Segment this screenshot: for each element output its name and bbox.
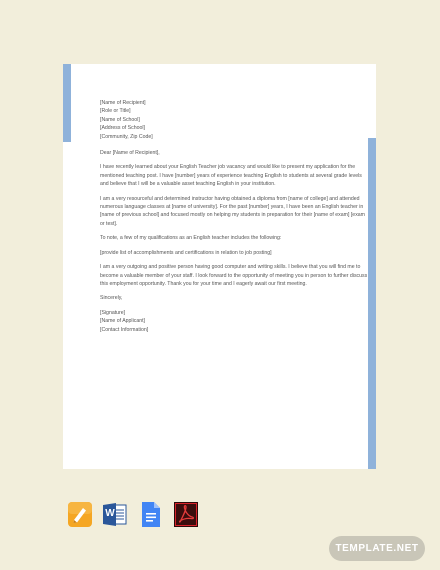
signature-line: [Signature] bbox=[100, 309, 126, 316]
paragraph: To note, a few of my qualifications as an English teacher includes the following: bbox=[100, 235, 282, 242]
paragraph: I am a very outgoing and positive person having good computer and writing skills. I believe that you will find me to become a valuable member of your staff. I look forward to the opportunity of meeting you in person to further discuss this employment opportunity. Thank you for your time and I eagerly await our first meeting. bbox=[100, 264, 368, 287]
letter-body bbox=[100, 99, 370, 334]
accent-bar-left bbox=[63, 64, 71, 142]
address-block bbox=[100, 99, 370, 141]
address-line: [Name of Recipient] bbox=[100, 100, 146, 106]
address-line: [Community, Zip Code] bbox=[100, 133, 153, 140]
address-line: [Address of School] bbox=[100, 125, 145, 132]
paragraph: I am a very resourceful and determined instructor having obtained a diploma from [name of college] and attended numerous language classes at [name of university]. For the past [number] years, I have been an English teacher in [name of previous school] and focused mostly on helping my students in preparation for their [name of exam] [exam or test]. bbox=[100, 195, 365, 227]
salutation: Dear [Name of Recipient], bbox=[100, 150, 160, 157]
signature-line: [Contact Information] bbox=[100, 326, 149, 333]
signature-block bbox=[100, 309, 370, 334]
address-line: [Role or Title] bbox=[100, 108, 131, 115]
paragraph: I have recently learned about your English Teacher job vacancy and would like to present my application for the mentioned teaching post. I have [number] years of experience teaching English to students at several grade levels and believe that I will be a valuable asset teaching English in your institution. bbox=[100, 164, 362, 188]
closing: Sincerely, bbox=[100, 295, 123, 302]
google-docs-icon[interactable] bbox=[139, 502, 163, 527]
signature-line: [Name of Applicant] bbox=[100, 318, 145, 325]
pdf-icon[interactable] bbox=[174, 502, 198, 527]
paragraph: [provide list of accomplishments and certifications in relation to job posting] bbox=[100, 249, 272, 256]
address-line: [Name of School] bbox=[100, 116, 140, 123]
pages-icon[interactable] bbox=[68, 502, 92, 527]
template-net-badge[interactable]: TEMPLATE.NET bbox=[329, 536, 425, 561]
word-icon[interactable] bbox=[103, 502, 127, 527]
word-letter: W bbox=[105, 508, 115, 519]
